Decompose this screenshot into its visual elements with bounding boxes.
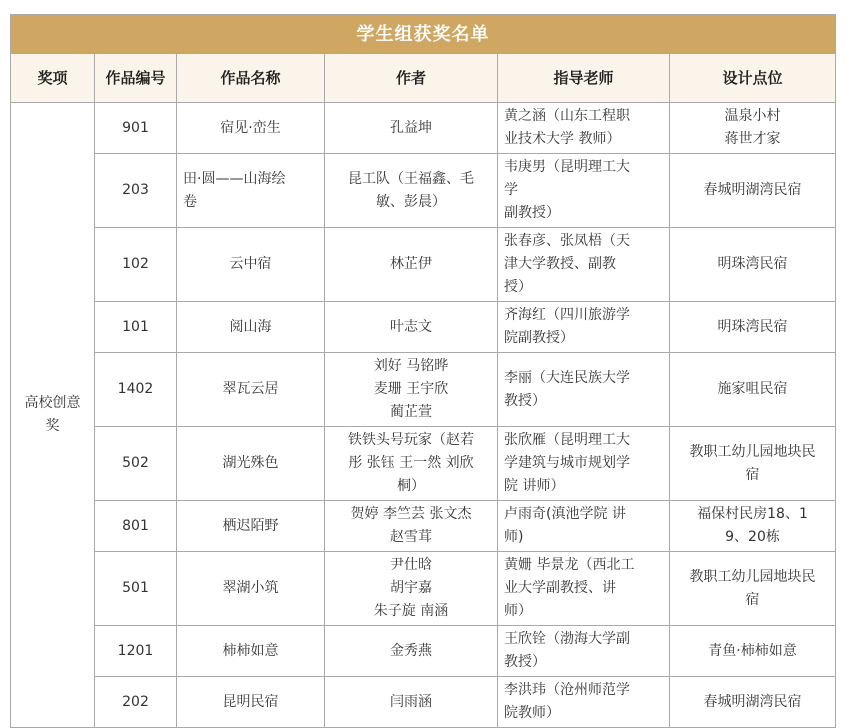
work-name-cell-line: 翠湖小筑: [222, 580, 279, 596]
table-row: [11, 302, 836, 353]
advisor-cell-line: 教授）: [504, 654, 546, 670]
advisor-cell: [498, 228, 670, 302]
table-body: [11, 103, 836, 728]
advisor-cell-line: 授）: [504, 279, 532, 295]
site-cell-line: 蒋世才家: [724, 131, 781, 147]
advisor-cell-line: 副教授）: [504, 205, 560, 221]
work-id-cell: 202: [95, 677, 177, 728]
author-cell-line: 胡宇嘉: [390, 580, 432, 596]
work-id-cell: 101: [95, 302, 177, 353]
work-name-cell: [177, 154, 325, 228]
advisor-cell: [498, 302, 670, 353]
table-row: [11, 228, 836, 302]
site-cell: [670, 552, 836, 626]
advisor-cell-line: 教授）: [504, 392, 546, 409]
advisor-cell-line: 黄姗 毕景龙（西北工: [504, 557, 635, 573]
site-cell: [670, 353, 836, 427]
work-name-cell: [177, 228, 325, 302]
site-cell: [670, 302, 836, 353]
advisor-cell: [498, 154, 670, 228]
work-name-cell-line: 湖光殊色: [222, 455, 279, 471]
site-cell: [670, 427, 836, 501]
author-cell-line: 林芷伊: [390, 256, 432, 272]
advisor-cell-line: 李丽（大连民族大学: [504, 369, 630, 386]
advisor-cell-line: 张欣雁（昆明理工大: [504, 432, 630, 448]
site-cell: [670, 103, 836, 154]
work-name-cell: [177, 626, 325, 677]
author-cell: [325, 302, 498, 353]
site-cell-line: 明珠湾民宿: [717, 318, 788, 335]
table-title: 学生组获奖名单: [11, 15, 836, 54]
work-id-cell: 1201: [95, 626, 177, 677]
author-cell: [325, 552, 498, 626]
advisor-cell-line: 学建筑与城市规划学: [504, 455, 630, 471]
work-name-cell-line: 柿柿如意: [222, 642, 279, 659]
author-cell-line: 朱子旋 南涵: [373, 603, 449, 619]
author-cell-line: 麦珊 王宇欣: [373, 381, 449, 397]
work-name-cell: [177, 302, 325, 353]
work-name-cell-line: 田·圆——山海绘: [183, 170, 286, 187]
table-row: [11, 154, 836, 228]
author-cell: [325, 677, 498, 728]
site-cell-line: 教职工幼儿园地块民: [689, 568, 816, 585]
advisor-cell-line: 李洪玮（沧州师范学: [504, 682, 630, 698]
site-cell: [670, 626, 836, 677]
author-cell-line: 尹仕晗: [390, 557, 432, 573]
author-cell-line: 孔益坤: [390, 119, 432, 136]
site-cell: [670, 154, 836, 228]
work-id-cell: 1402: [95, 353, 177, 427]
header-site: 设计点位: [670, 54, 836, 103]
site-cell: [670, 677, 836, 728]
author-cell-line: 赵雪茸: [390, 529, 432, 545]
advisor-cell-line: 学: [504, 182, 518, 198]
site-cell-line: 福保村民房18、1: [697, 506, 808, 522]
award-category-cell: [11, 103, 95, 728]
work-id-cell: 501: [95, 552, 177, 626]
author-cell: [325, 501, 498, 552]
work-id-cell: 801: [95, 501, 177, 552]
author-cell-line: 铁铁头号玩家（赵若: [348, 432, 474, 448]
award-category-line: 奖: [45, 418, 60, 434]
author-cell-line: 叶志文: [390, 318, 432, 335]
work-name-cell: [177, 353, 325, 427]
header-work-id: 作品编号: [95, 54, 177, 103]
advisor-cell-line: 津大学教授、副教: [504, 256, 616, 272]
site-cell-line: 明珠湾民宿: [717, 256, 788, 272]
author-cell: [325, 154, 498, 228]
author-cell-line: 桐）: [397, 478, 425, 494]
advisor-cell-line: 黄之涵（山东工程职: [504, 108, 630, 124]
work-name-cell-line: 昆明民宿: [222, 693, 279, 710]
site-cell-line: 施家咀民宿: [717, 381, 788, 397]
work-name-cell: [177, 677, 325, 728]
header-row: [11, 54, 836, 103]
author-cell-line: 敏、彭晨）: [376, 193, 446, 210]
table-row: [11, 427, 836, 501]
work-id-cell: 502: [95, 427, 177, 501]
site-cell-line: 春城明湖湾民宿: [703, 693, 802, 710]
award-table: [10, 14, 836, 728]
advisor-cell: [498, 103, 670, 154]
table-row: [11, 626, 836, 677]
work-name-cell-line: 栖迟陌野: [222, 517, 279, 534]
work-name-cell-line: 宿见·峦生: [220, 119, 281, 136]
advisor-cell-line: 业大学副教授、讲: [504, 580, 616, 596]
header-work-name: 作品名称: [177, 54, 325, 103]
author-cell-line: 刘好 马铭晔: [373, 358, 449, 374]
author-cell: [325, 228, 498, 302]
work-name-cell: [177, 427, 325, 501]
site-cell-line: 宿: [745, 591, 760, 608]
site-cell-line: 9、20栋: [725, 529, 780, 545]
work-name-cell: [177, 501, 325, 552]
author-cell: [325, 353, 498, 427]
work-id-cell: 901: [95, 103, 177, 154]
author-cell-line: 金秀燕: [390, 642, 432, 659]
header-author: 作者: [325, 54, 498, 103]
advisor-cell-line: 院副教授）: [504, 330, 574, 346]
advisor-cell: [498, 677, 670, 728]
work-name-cell: [177, 103, 325, 154]
award-list-container: [10, 14, 835, 728]
advisor-cell: [498, 501, 670, 552]
work-name-cell-line: 翠瓦云居: [222, 381, 279, 397]
table-row: [11, 501, 836, 552]
site-cell-line: 青鱼·柿柿如意: [708, 642, 797, 659]
table-row: [11, 677, 836, 728]
work-id-cell: 102: [95, 228, 177, 302]
advisor-cell-line: 师）: [504, 603, 532, 619]
advisor-cell-line: 院 讲师）: [504, 478, 565, 494]
header-advisor: 指导老师: [498, 54, 670, 103]
site-cell-line: 宿: [745, 466, 760, 483]
advisor-cell: [498, 626, 670, 677]
work-name-cell-line: 阅山海: [229, 318, 272, 335]
author-cell-line: 昆工队（王福鑫、毛: [348, 170, 474, 187]
advisor-cell: [498, 427, 670, 501]
author-cell: [325, 626, 498, 677]
site-cell-line: 温泉小村: [724, 108, 781, 124]
author-cell: [325, 427, 498, 501]
advisor-cell: [498, 552, 670, 626]
advisor-cell-line: 王欣铨（渤海大学副: [504, 631, 630, 647]
advisor-cell-line: 韦庚男（昆明理工大: [504, 159, 630, 175]
advisor-cell-line: 院教师）: [504, 705, 560, 721]
work-id-cell: 203: [95, 154, 177, 228]
advisor-cell: [498, 353, 670, 427]
table-row: [11, 552, 836, 626]
site-cell: [670, 501, 836, 552]
advisor-cell-line: 张春彦、张凤梧（天: [504, 233, 630, 249]
work-name-cell: [177, 552, 325, 626]
header-award: 奖项: [11, 54, 95, 103]
site-cell: [670, 228, 836, 302]
table-row: [11, 353, 836, 427]
award-category-line: 高校创意: [24, 395, 81, 411]
work-name-cell-line: 卷: [183, 193, 197, 210]
advisor-cell-line: 业技术大学 教师）: [504, 131, 621, 147]
advisor-cell-line: 齐海红（四川旅游学: [504, 307, 630, 323]
site-cell-line: 教职工幼儿园地块民: [689, 443, 816, 460]
site-cell-line: 春城明湖湾民宿: [703, 182, 802, 198]
work-name-cell-line: 云中宿: [229, 256, 272, 272]
author-cell-line: 闫雨涵: [390, 693, 432, 710]
author-cell-line: 贺婷 李竺芸 张文杰: [350, 506, 472, 522]
author-cell-line: 蔺芷萱: [390, 404, 432, 420]
author-cell-line: 彤 张钰 王一然 刘欣: [348, 455, 474, 471]
table-row: [11, 103, 836, 154]
advisor-cell-line: 卢雨奇(滇池学院 讲: [504, 506, 626, 522]
author-cell: [325, 103, 498, 154]
advisor-cell-line: 师): [504, 529, 524, 545]
